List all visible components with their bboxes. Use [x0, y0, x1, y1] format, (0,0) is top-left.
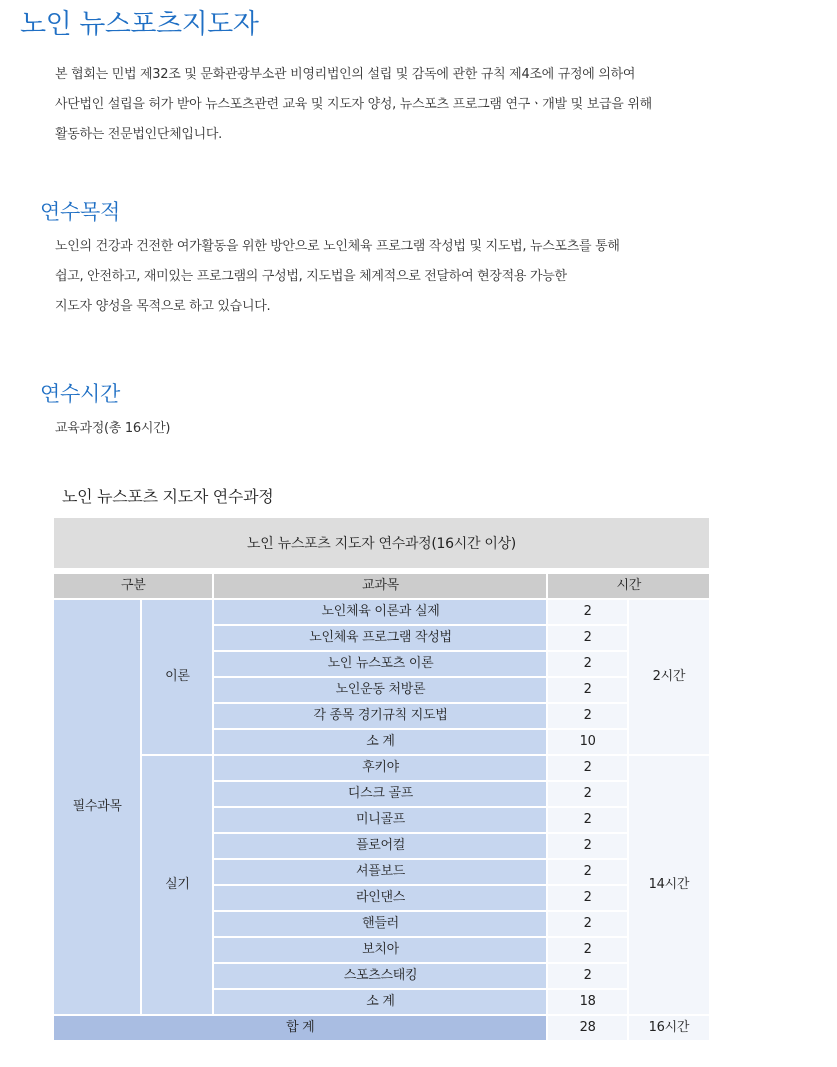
purpose-line: 지도자 양성을 목적으로 하고 있습니다. [55, 299, 271, 314]
practice-subtotal-label: 소 계 [214, 990, 546, 1014]
hours-cell: 2 [548, 782, 626, 806]
hours-cell: 2 [548, 938, 626, 962]
theory-subtotal-value: 10 [548, 730, 626, 754]
practice-time-cell: 14시간 [629, 756, 709, 1014]
hours-cell: 2 [548, 652, 626, 676]
curriculum-table [52, 572, 711, 1042]
table-row [54, 756, 709, 780]
hours-cell: 2 [548, 678, 626, 702]
subject-cell: 노인체육 프로그램 작성법 [214, 626, 546, 650]
header-subject: 교과목 [214, 574, 546, 598]
hours-cell: 2 [548, 600, 626, 624]
subject-cell: 스포츠스태킹 [214, 964, 546, 988]
table-header-row [54, 574, 709, 598]
hours-cell: 2 [548, 756, 626, 780]
curriculum-table-wrapper [54, 518, 709, 1042]
subject-cell: 노인체육 이론과 실제 [214, 600, 546, 624]
practice-subtotal-value: 18 [548, 990, 626, 1014]
subject-cell: 플로어컬 [214, 834, 546, 858]
subject-cell: 보치아 [214, 938, 546, 962]
subject-cell: 노인 뉴스포츠 이론 [214, 652, 546, 676]
theory-label-cell: 이론 [142, 600, 212, 754]
hours-cell: 2 [548, 886, 626, 910]
intro-line: 사단법인 설립을 허가 받아 뉴스포츠관련 교육 및 지도자 양성, 뉴스포츠 프로그램 연구ㆍ개발 및 보급을 위해 [55, 97, 652, 112]
subject-cell: 셔플보드 [214, 860, 546, 884]
hours-text: 교육과정(총 16시간) [55, 421, 171, 436]
theory-subtotal-label: 소 계 [214, 730, 546, 754]
category-cell: 필수과목 [54, 600, 140, 1014]
subject-cell: 디스크 골프 [214, 782, 546, 806]
purpose-paragraph [55, 232, 815, 322]
intro-line: 활동하는 전문법인단체입니다. [55, 127, 223, 142]
practice-label-cell: 실기 [142, 756, 212, 1014]
total-hours: 28 [548, 1016, 626, 1040]
hours-cell: 2 [548, 704, 626, 728]
purpose-line: 쉽고, 안전하고, 재미있는 프로그램의 구성법, 지도법을 체계적으로 전달하여 현장적용 가능한 [55, 269, 567, 284]
hours-cell: 2 [548, 626, 626, 650]
hours-cell: 2 [548, 860, 626, 884]
subject-cell: 각 종목 경기규칙 지도법 [214, 704, 546, 728]
purpose-heading: 연수목적 [40, 200, 120, 224]
intro-paragraph [55, 60, 815, 150]
subject-cell: 핸들러 [214, 912, 546, 936]
total-label: 합 계 [54, 1016, 546, 1040]
table-title: 노인 뉴스포츠 지도자 연수과정(16시간 이상) [54, 518, 709, 568]
subject-cell: 후키야 [214, 756, 546, 780]
hours-cell: 2 [548, 834, 626, 858]
intro-line: 본 협회는 민법 제32조 및 문화관광부소관 비영리법인의 설립 및 감독에 관한 규칙 제4조에 규정에 의하여 [55, 67, 636, 82]
hours-cell: 2 [548, 808, 626, 832]
theory-time-cell: 2시간 [629, 600, 709, 754]
purpose-line: 노인의 건강과 건전한 여가활동을 위한 방안으로 노인체육 프로그램 작성법 및 지도법, 뉴스포츠를 통해 [55, 239, 620, 254]
table-caption: 노인 뉴스포츠 지도자 연수과정 [62, 487, 274, 506]
subject-cell: 라인댄스 [214, 886, 546, 910]
hours-heading: 연수시간 [40, 382, 120, 406]
subject-cell: 노인운동 처방론 [214, 678, 546, 702]
header-time: 시간 [548, 574, 709, 598]
hours-cell: 2 [548, 912, 626, 936]
hours-cell: 2 [548, 964, 626, 988]
total-time: 16시간 [629, 1016, 709, 1040]
table-row [54, 600, 709, 624]
table-total-row [54, 1016, 709, 1040]
subject-cell: 미니골프 [214, 808, 546, 832]
page-title: 노인 뉴스포츠지도자 [20, 9, 259, 40]
header-category: 구분 [54, 574, 212, 598]
